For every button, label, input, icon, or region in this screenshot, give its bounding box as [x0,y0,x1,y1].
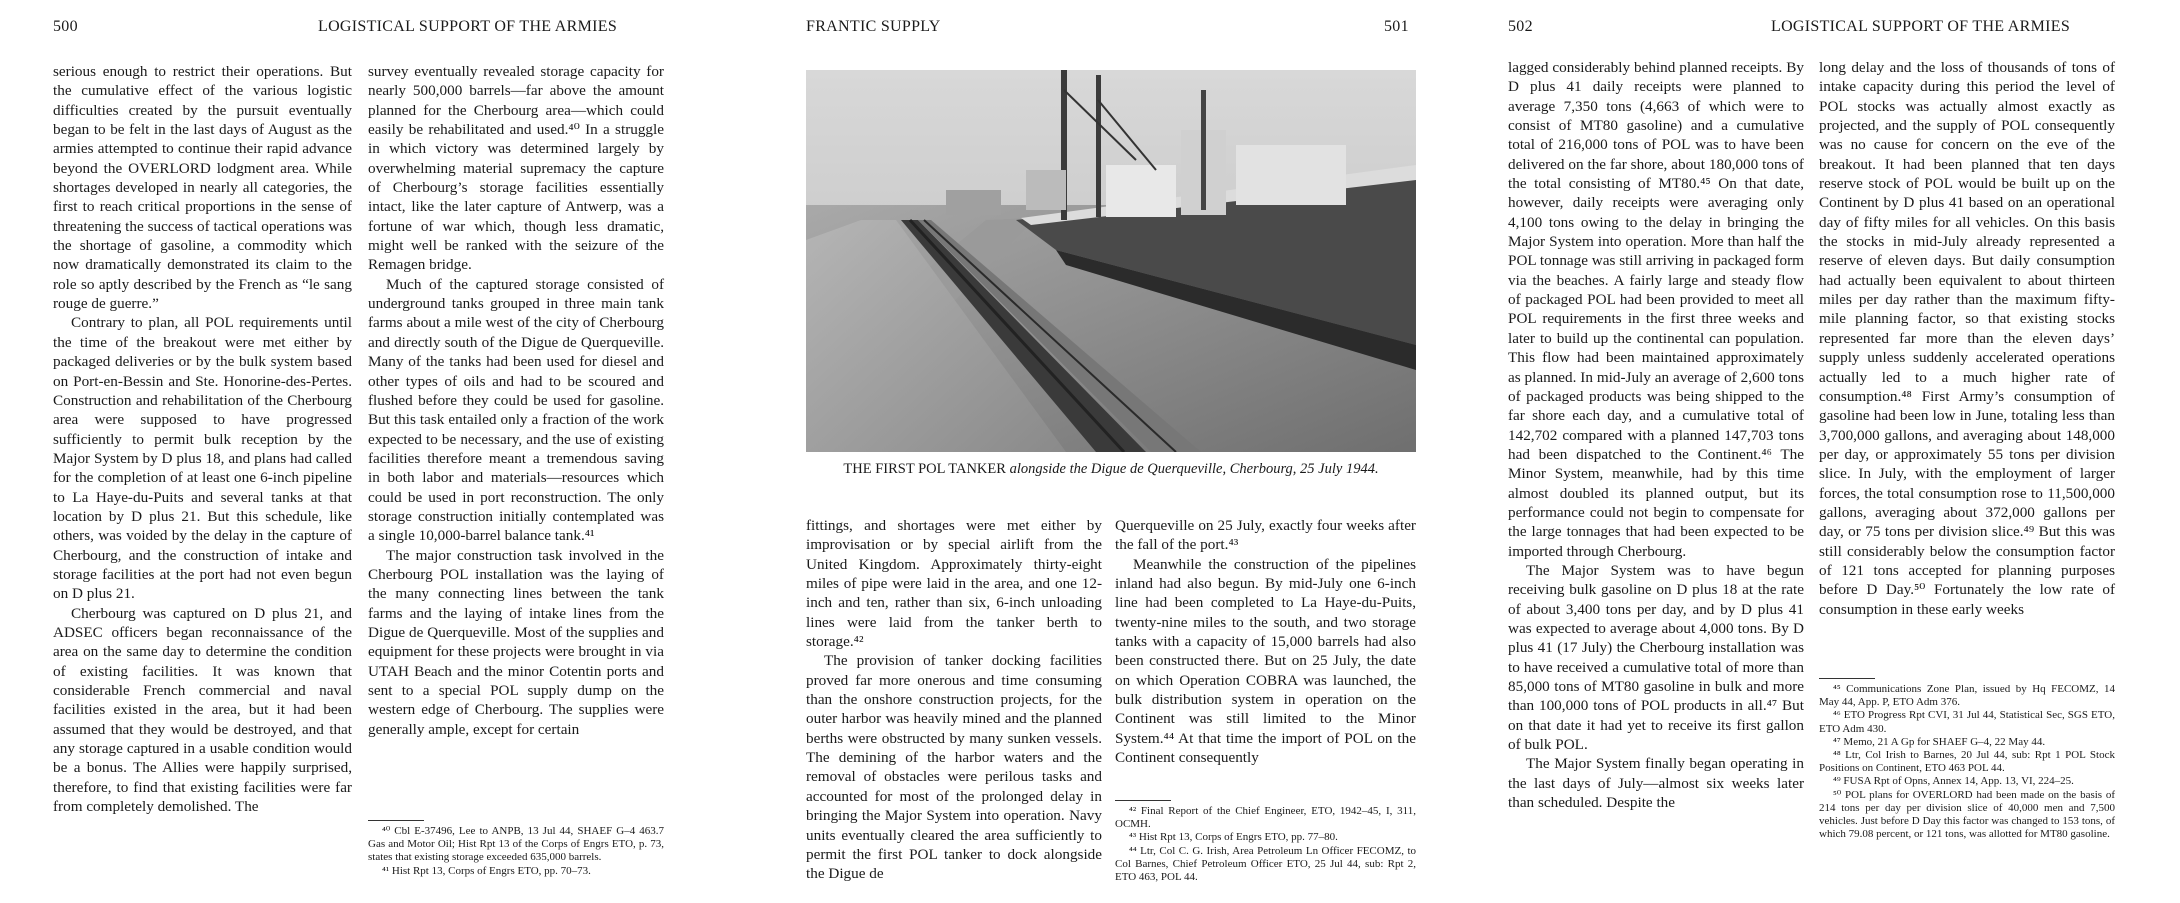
footnote: ⁴⁸ Ltr, Col Irish to Barnes, 20 Jul 44, sub: Rpt 1 POL Stock Positions on Continent, ETO 463 POL 44. [1819,749,2115,775]
footnote-rule [1115,800,1171,801]
footnotes [1819,678,2115,841]
footnote: ⁴⁵ Communications Zone Plan, issued by Hq FECOMZ, 14 May 44, App. P, ETO Adm 376. [1819,683,2115,709]
paragraph: long delay and the loss of thousands of tons of intake capacity during this period the level of POL stocks was actually almost exactly as projected, and the supply of POL consequently was no cause for concern on the eve of the breakout. It had been planned that ten days reserve stock of POL would be built up on the Continent by D plus 41 based on an operational day of fifty miles for all vehicles. On this basis the stocks in mid-July already represented a reserve of eleven days. But daily consumption had actually been equivalent to about thirteen miles per day rather than the maximum fifty-mile planning factor, so that existing stocks represented far more than the eleven days’ supply unless suddenly accelerated operations actually led to a much higher rate of consumption.⁴⁸ First Army’s consumption of gasoline had been low in June, totaling less than 3,700,000 gallons, and averaging about 148,000 per day, or approximately 55 tons per division slice. In July, with the employment of larger forces, the total consumption rose to 11,500,000 gallons, averaging about 372,000 gallons per day, or 75 tons per division slice.⁴⁹ But this was still considerably below the consumption factor of 121 tons accepted for planning purposes before D Day.⁵⁰ Fortunately the low rate of consumption in these early weeks [1819,59,2115,618]
page-number: 502 [1508,18,1533,35]
paragraph: Cherbourg was captured on D plus 21, and ADSEC officers began reconnaissance of the area on the same day to determine the condition of existing facilities. It was known that considerable French commercial and naval facilities existed in the area, but it had been assumed that they would be destroyed, and that any storage captured in a usable condition would be a bonus. The Allies were happily surprised, therefore, to find that existing facilities were far from completely demolished. The [53,604,352,816]
paragraph: The provision of tanker docking facilities proved far more onerous and time consuming than the onshore construction projects, for the outer harbor was heavily mined and the planned berths were obstructed by many sunken vessels. The demining of the harbor waters and the removal of obstacles were perilous tasks and accounted for most of the prolonged delay in bringing the Major System into operation. Navy units eventually cleared the area sufficiently to permit the first POL tanker to dock alongside the Digue de [806,652,1102,883]
footnote: ⁴⁰ Cbl E-37496, Lee to ANPB, 13 Jul 44, SHAEF G–4 463.7 Gas and Motor Oil; Hist Rpt 13 of the Corps of Engrs ETO, p. 73, states that existing storage exceeded 635,000 barrels. [368,825,664,864]
footnotes [368,820,664,878]
footnote: ⁴⁹ FUSA Rpt of Opns, Annex 14, App. 13, VI, 224–25. [1833,775,2074,788]
footnote: ⁴² Final Report of the Chief Engineer, ETO, 1942–45, I, 311, OCMH. [1115,805,1416,831]
footnotes [1115,800,1416,884]
photo-caption [806,461,1416,478]
text-column-right [1819,58,2115,619]
paragraph: fittings, and shortages were met either by improvisation or by special airlift from the United Kingdom. Approximately thirty-eight miles of pipe were laid in the area, and one 12-inch and ten, rather than six, 6-inch unloading lines were laid from the tanker berth to storage.⁴² [806,517,1102,651]
page-number: 501 [1384,18,1409,35]
text-column-right [1115,516,1416,767]
footnote: ⁴⁷ Memo, 21 A Gp for SHAEF G–4, 22 May 44. [1833,735,2046,748]
paragraph: The major construction task involved in the Cherbourg POL installation was the laying of the many connecting lines between the tank farms and the laying of intake lines from the Digue de Querqueville. Most of the supplies and equipment for these projects were brought in via UTAH Beach and the minor Cotentin ports and sent to a special POL supply dump on the western edge of Cherbourg. The supplies were generally ample, except for certain [368,546,664,738]
tanker-photograph [806,70,1416,452]
footnote: ⁴⁶ ETO Progress Rpt CVI, 31 Jul 44, Statistical Sec, SGS ETO, ETO Adm 430. [1819,709,2115,735]
footnote: ⁴³ Hist Rpt 13, Corps of Engrs ETO, pp. 77–80. [1129,831,1338,844]
page-500 [0,0,700,903]
paragraph: survey eventually revealed storage capacity for nearly 500,000 barrels—far above the amount planned for the Cherbourg area—which could easily be rehabilitated and used.⁴⁰ In a struggle in which victory was determined largely by overwhelming material supremacy the capture of Cherbourg’s storage facilities essentially intact, like the later capture of Antwerp, was a fortune of war which, though less dramatic, might well be ranked with the seizure of the Remagen bridge. [368,63,664,274]
footnote-rule [368,820,424,821]
paragraph: lagged considerably behind planned receipts. By D plus 41 daily receipts were planned to average 7,350 tons (4,663 of which were to consist of MT80 gasoline) and a cumulative total of 216,000 tons of POL was to have been delivered on the far shore, about 180,000 tons of the total consisting of MT80.⁴⁵ On that date, however, daily receipts were averaging only 4,100 tons owing to the delay in bringing the Major System into operation. More than half the POL tonnage was still arriving in packaged form via the beaches. A fairly large and steady flow of packaged POL had been provided to meet all POL requirements in the first three weeks and later to build up the continental can population. This flow had been maintained approximately as planned. In mid-July an average of 2,600 tons of packaged products was being shipped to the far shore each day, and a cumulative total of 142,702 compared with a planned 147,703 tons had been dispatched to the Continent.⁴⁶ The Minor System, meanwhile, had by this time almost doubled its planned output, but its performance could not begin to compensate for the large tonnages that had been expected to be imported through Cherbourg. [1508,59,1804,560]
paragraph: Much of the captured storage consisted of underground tanks grouped in three main tank farms about a mile west of the city of Cherbourg and directly south of the Digue de Querqueville. Many of the tanks had been used for diesel and other types of oils and had to be scoured and flushed before they could be used for gasoline. But this task entailed only a fraction of the work expected to be necessary, and the use of existing facilities therefore meant a tremendous saving in both labor and materials—resources which could be used in port reconstruction. The only storage construction initially contemplated was a single 10,000-barrel balance tank.⁴¹ [368,275,664,545]
footnote: ⁴⁴ Ltr, Col C. G. Irish, Area Petroleum Ln Officer FECOMZ, to Col Barnes, Chief Petroleum Officer ETO, 25 Jul 44, sub: Rpt 2, ETO 463, POL 44. [1115,844,1416,884]
text-column-right [368,62,664,739]
paragraph: Querqueville on 25 July, exactly four weeks after the fall of the port.⁴³ [1115,517,1416,554]
caption-title: THE FIRST POL TANKER [843,461,1006,477]
caption-detail: alongside the Digue de Querqueville, Cherbourg, 25 July 1944. [1009,461,1379,477]
paragraph: The Major System finally began operating in the last days of July—almost six weeks later than scheduled. Despite the [1508,755,1804,812]
paragraph: serious enough to restrict their operations. But the cumulative effect of the various logistic difficulties created by the pursuit eventually began to be felt in the last days of August as the armies attempted to continue their rapid advance beyond the OVERLORD lodgment area. While shortages developed in nearly all categories, the first to reach critical proportions in the sense of threatening the success of tactical operations was the shortage of gasoline, a commodity which now dramatically demonstrated its claim to the role so aptly described by the French as “le sang rouge de guerre.” [53,63,352,313]
footnote: ⁵⁰ POL plans for OVERLORD had been made on the basis of 214 tons per day per division slice of 40,000 men and 7,500 vehicles. Just before D Day this factor was changed to 153 tons, of which 79.08 percent, or 121 tons, was allotted for MT80 gasoline. [1819,788,2115,841]
running-head: LOGISTICAL SUPPORT OF THE ARMIES [318,18,618,35]
paragraph: Meanwhile the construction of the pipelines inland had also begun. By mid-July one 6-inch line had been completed to La Haye-du-Puits, twenty-nine miles to the south, and two storage tanks with a capacity of 15,000 barrels had also been constructed there. But on 25 July, the date on which Operation COBRA was launched, the bulk distribution system in operation on the Continent was still limited to the Minor System.⁴⁴ At that time the import of POL on the Continent consequently [1115,555,1416,767]
page-number: 500 [53,18,78,35]
tanker-photo-illustration [806,70,1416,452]
text-column-left [1508,58,1804,812]
text-column-left [806,516,1102,884]
footnote-rule [1819,678,1875,679]
running-head: LOGISTICAL SUPPORT OF THE ARMIES [1771,18,2071,35]
footnote: ⁴¹ Hist Rpt 13, Corps of Engrs ETO, pp. 70–73. [382,864,591,877]
running-head: FRANTIC SUPPLY [806,18,941,35]
paragraph: Contrary to plan, all POL requirements until the time of the breakout were met either by packaged deliveries or by the bulk system based on Port-en-Bessin and Ste. Honorine-des-Pertes. Construction and rehabilitation of the Cherbourg area were supposed to have progressed sufficiently to permit bulk reception by the Major System by D plus 18, and plans had called for the completion of at least one 6-inch pipeline to La Haye-du-Puits and several tanks at that location by D plus 21. But this schedule, like others, was voided by the delay in the capture of Cherbourg, and the construction of intake and storage facilities at the port had not even begun on D plus 21. [53,314,352,603]
text-column-left [53,62,352,816]
paragraph: The Major System was to have begun receiving bulk gasoline on D plus 18 at the rate of about 3,400 tons per day, and by D plus 41 was expected to average about 4,000 tons. By D plus 41 (17 July) the Cherbourg installation was to have received a cumulative total of more than 85,000 tons of MT80 gasoline in bulk and more than 100,000 tons of POL products in all.⁴⁷ But on that date it had yet to receive its first gallon of bulk POL. [1508,561,1804,754]
